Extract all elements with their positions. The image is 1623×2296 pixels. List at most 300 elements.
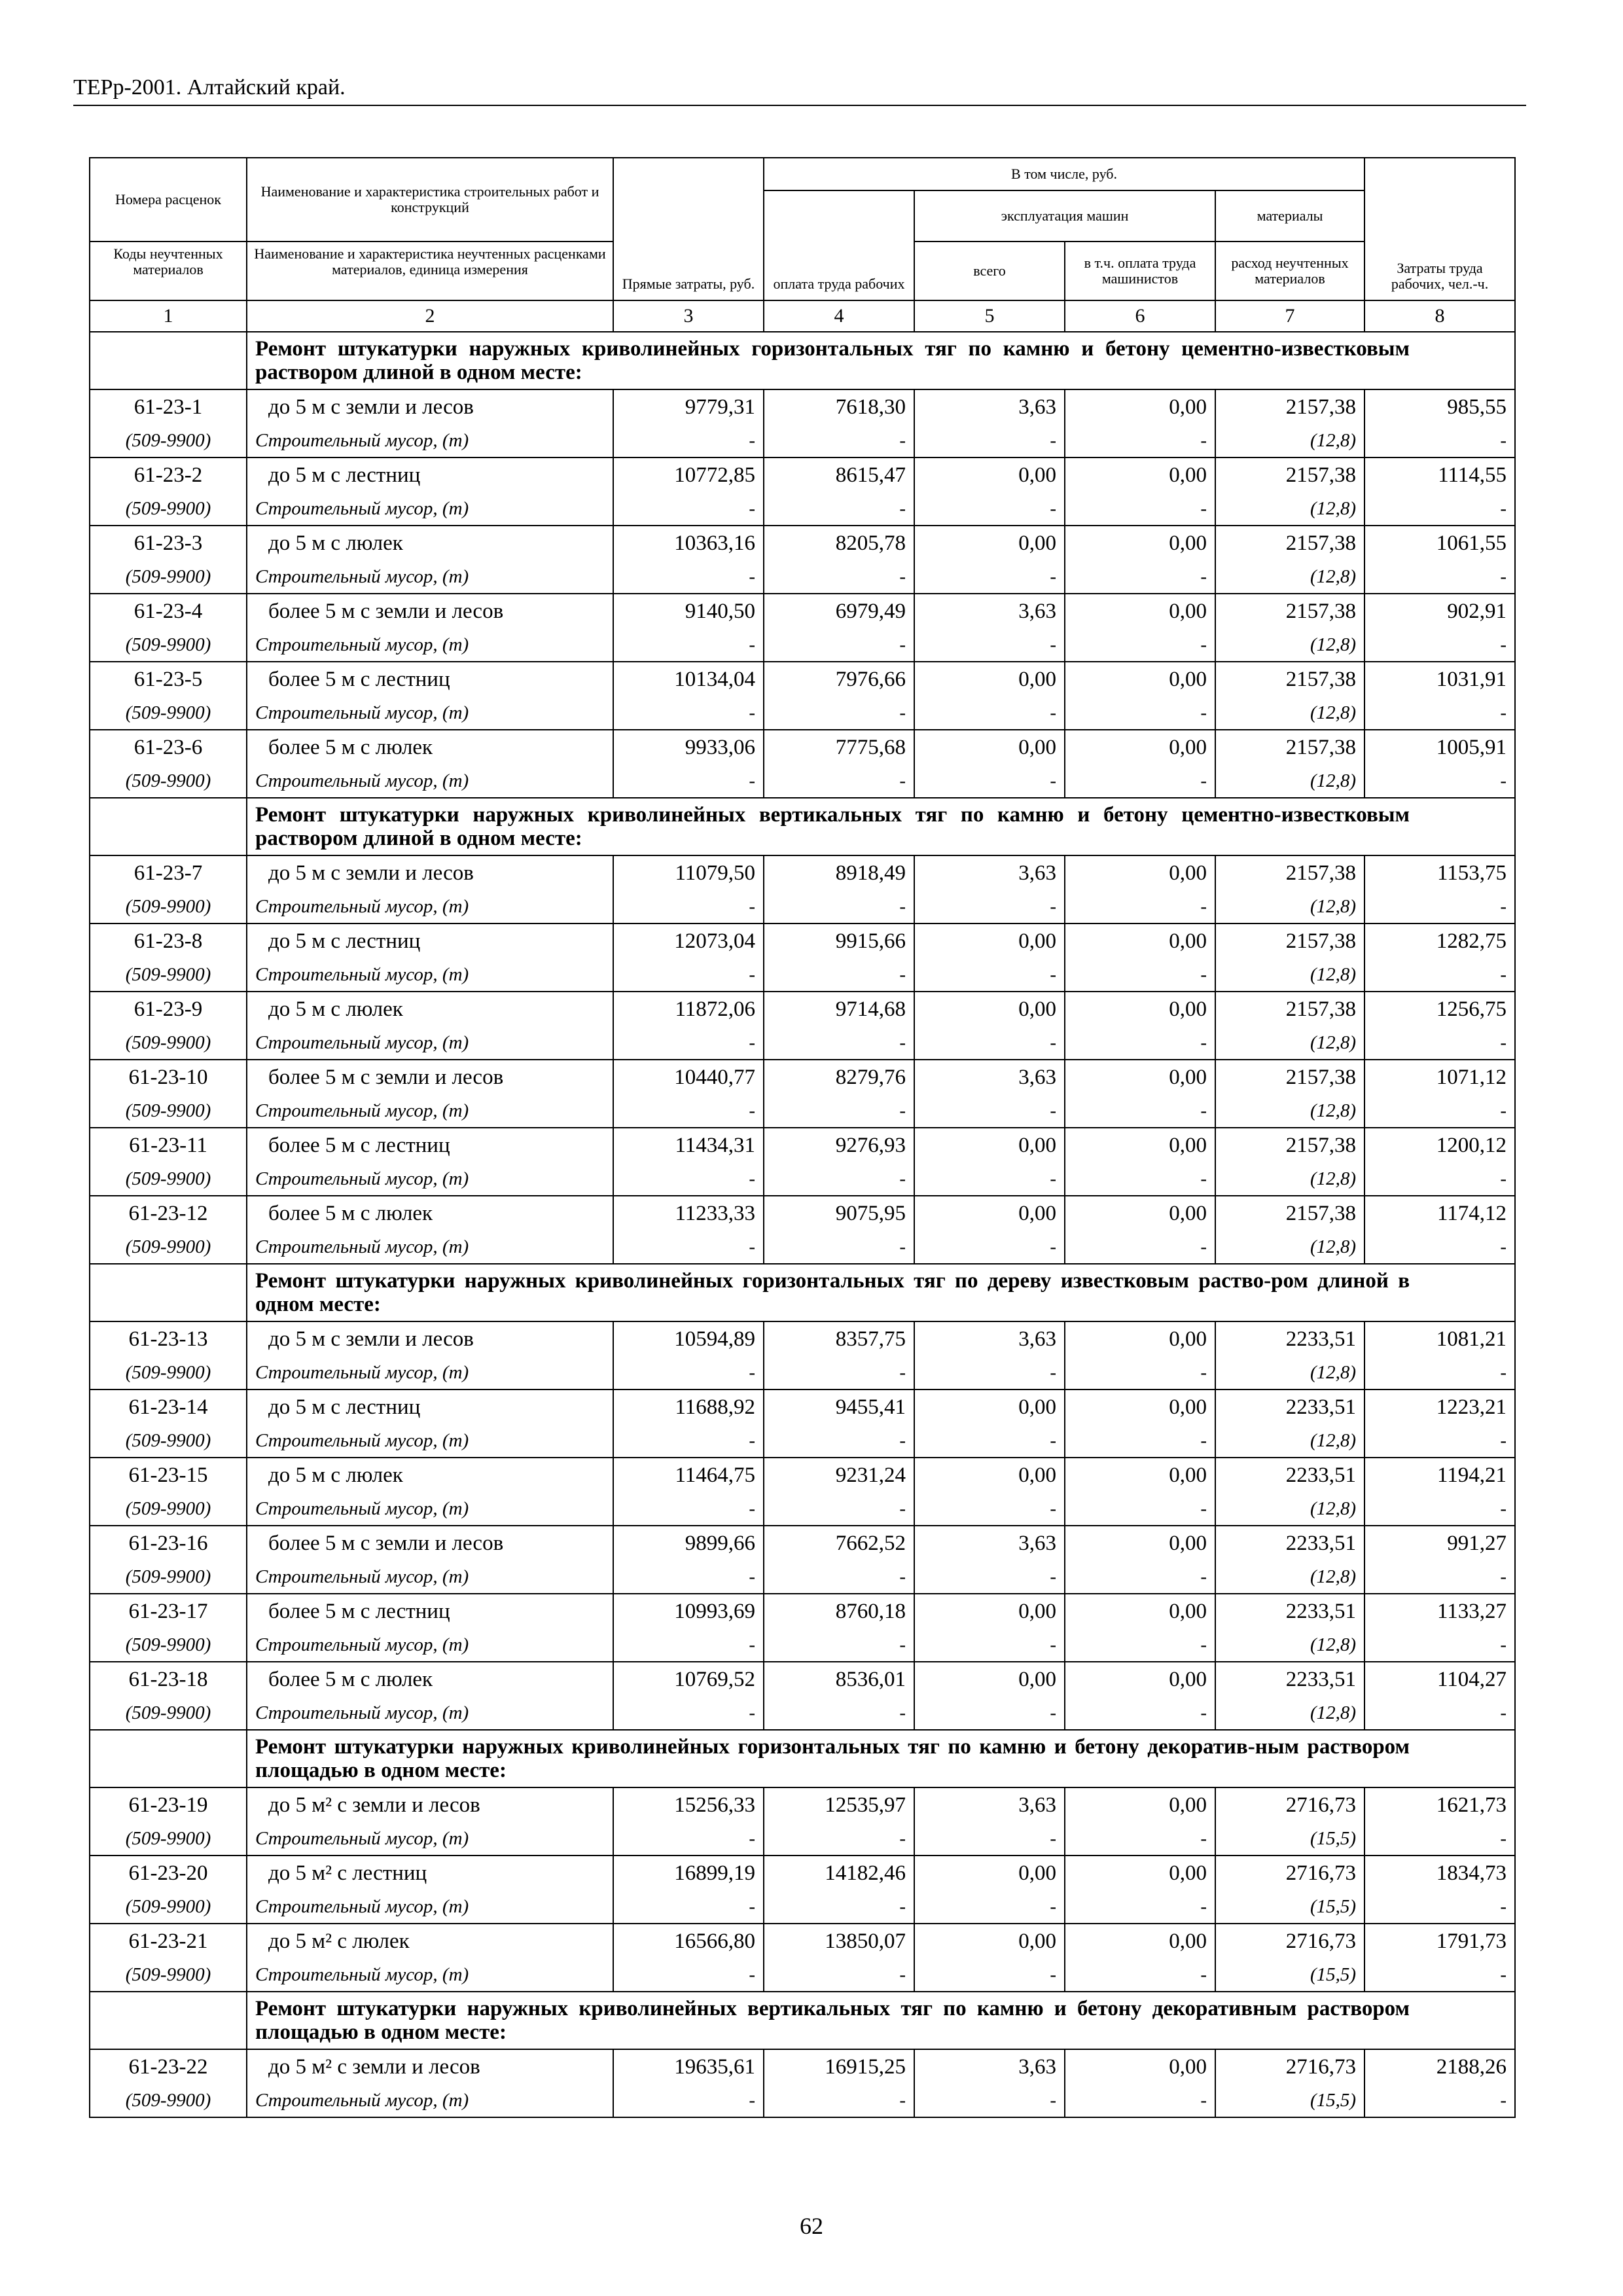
dash-cell: - bbox=[613, 764, 764, 798]
rate-row bbox=[90, 1787, 1515, 1822]
materials-cost: 2157,38 bbox=[1215, 855, 1364, 890]
rate-name: более 5 м с люлек bbox=[247, 730, 613, 764]
labor-costs: 991,27 bbox=[1364, 1526, 1515, 1560]
material-name: Строительный мусор, (т) bbox=[247, 1628, 613, 1662]
labor-costs: 1200,12 bbox=[1364, 1128, 1515, 1162]
worker-pay: 9231,24 bbox=[764, 1458, 914, 1492]
material-subrow bbox=[90, 1560, 1515, 1594]
dash-cell: - bbox=[613, 696, 764, 730]
header-codes-unaccounted: Коды неучтенных материалов bbox=[90, 242, 247, 300]
material-code: (509-9900) bbox=[90, 424, 247, 457]
rate-row bbox=[90, 526, 1515, 560]
dash-cell: - bbox=[1065, 1958, 1215, 1992]
dash-cell: - bbox=[764, 560, 914, 594]
labor-costs: 1282,75 bbox=[1364, 924, 1515, 958]
machines-total: 0,00 bbox=[914, 992, 1065, 1026]
direct-costs: 9899,66 bbox=[613, 1526, 764, 1560]
rate-name: до 5 м² с лестниц bbox=[247, 1856, 613, 1890]
dash-cell: - bbox=[764, 1026, 914, 1060]
machines-total: 0,00 bbox=[914, 662, 1065, 696]
machines-total: 3,63 bbox=[914, 389, 1065, 424]
rate-name: до 5 м² с земли и лесов bbox=[247, 1787, 613, 1822]
dash-cell: - bbox=[613, 1026, 764, 1060]
labor-costs: 1153,75 bbox=[1364, 855, 1515, 890]
rate-code: 61-23-19 bbox=[90, 1787, 247, 1822]
material-name: Строительный мусор, (т) bbox=[247, 890, 613, 924]
direct-costs: 10134,04 bbox=[613, 662, 764, 696]
dash-cell: - bbox=[613, 890, 764, 924]
machines-total: 3,63 bbox=[914, 594, 1065, 628]
material-code: (509-9900) bbox=[90, 1628, 247, 1662]
dash-cell: - bbox=[764, 2084, 914, 2117]
machines-total: 0,00 bbox=[914, 1924, 1065, 1958]
material-code: (509-9900) bbox=[90, 1958, 247, 1992]
materials-cost: 2157,38 bbox=[1215, 1196, 1364, 1230]
material-name: Строительный мусор, (т) bbox=[247, 492, 613, 526]
rate-name: до 5 м с земли и лесов bbox=[247, 855, 613, 890]
rate-name: до 5 м с земли и лесов bbox=[247, 1321, 613, 1356]
dash-cell: - bbox=[764, 1628, 914, 1662]
dash-cell: - bbox=[1065, 958, 1215, 992]
direct-costs: 9933,06 bbox=[613, 730, 764, 764]
dash-cell: - bbox=[613, 1492, 764, 1526]
dash-cell: - bbox=[1364, 1958, 1515, 1992]
rate-code: 61-23-13 bbox=[90, 1321, 247, 1356]
direct-costs: 10363,16 bbox=[613, 526, 764, 560]
dash-cell: - bbox=[914, 1628, 1065, 1662]
rate-row bbox=[90, 1060, 1515, 1094]
rate-code: 61-23-16 bbox=[90, 1526, 247, 1560]
material-code: (509-9900) bbox=[90, 1094, 247, 1128]
materials-cost: 2233,51 bbox=[1215, 1526, 1364, 1560]
rate-code: 61-23-15 bbox=[90, 1458, 247, 1492]
dash-cell: - bbox=[1065, 492, 1215, 526]
page-number: 62 bbox=[800, 2213, 823, 2239]
material-name: Строительный мусор, (т) bbox=[247, 1356, 613, 1390]
rate-name: до 5 м² с люлек bbox=[247, 1924, 613, 1958]
machines-total: 0,00 bbox=[914, 1594, 1065, 1628]
dash-cell: - bbox=[1364, 560, 1515, 594]
rate-row bbox=[90, 1390, 1515, 1424]
dash-cell: - bbox=[613, 1958, 764, 1992]
dash-cell: - bbox=[1065, 1162, 1215, 1196]
material-consumption: (12,8) bbox=[1215, 1492, 1364, 1526]
dash-cell: - bbox=[1364, 1492, 1515, 1526]
material-consumption: (12,8) bbox=[1215, 1628, 1364, 1662]
labor-costs: 985,55 bbox=[1364, 389, 1515, 424]
material-code: (509-9900) bbox=[90, 1356, 247, 1390]
dash-cell: - bbox=[914, 628, 1065, 662]
dash-cell: - bbox=[1364, 696, 1515, 730]
material-code: (509-9900) bbox=[90, 890, 247, 924]
dash-cell: - bbox=[613, 1560, 764, 1594]
worker-pay: 9714,68 bbox=[764, 992, 914, 1026]
labor-costs: 1005,91 bbox=[1364, 730, 1515, 764]
material-consumption: (12,8) bbox=[1215, 628, 1364, 662]
labor-costs: 1104,27 bbox=[1364, 1662, 1515, 1696]
material-code: (509-9900) bbox=[90, 1230, 247, 1264]
operator-pay: 0,00 bbox=[1065, 730, 1215, 764]
materials-cost: 2157,38 bbox=[1215, 730, 1364, 764]
material-consumption: (15,5) bbox=[1215, 1958, 1364, 1992]
dash-cell: - bbox=[1364, 764, 1515, 798]
dash-cell: - bbox=[613, 1094, 764, 1128]
labor-costs: 1133,27 bbox=[1364, 1594, 1515, 1628]
machines-total: 0,00 bbox=[914, 1458, 1065, 1492]
header-materials: материалы bbox=[1215, 190, 1364, 242]
dash-cell: - bbox=[613, 2084, 764, 2117]
operator-pay: 0,00 bbox=[1065, 1526, 1215, 1560]
operator-pay: 0,00 bbox=[1065, 662, 1215, 696]
operator-pay: 0,00 bbox=[1065, 992, 1215, 1026]
dash-cell: - bbox=[613, 492, 764, 526]
dash-cell: - bbox=[914, 1958, 1065, 1992]
rate-name: до 5 м с земли и лесов bbox=[247, 389, 613, 424]
materials-cost: 2157,38 bbox=[1215, 1128, 1364, 1162]
operator-pay: 0,00 bbox=[1065, 1594, 1215, 1628]
material-name: Строительный мусор, (т) bbox=[247, 424, 613, 457]
worker-pay: 9276,93 bbox=[764, 1128, 914, 1162]
material-name: Строительный мусор, (т) bbox=[247, 764, 613, 798]
rate-code: 61-23-4 bbox=[90, 594, 247, 628]
rate-row bbox=[90, 1526, 1515, 1560]
labor-costs: 1114,55 bbox=[1364, 457, 1515, 492]
material-consumption: (15,5) bbox=[1215, 1822, 1364, 1856]
materials-cost: 2157,38 bbox=[1215, 594, 1364, 628]
direct-costs: 10772,85 bbox=[613, 457, 764, 492]
column-number: 3 bbox=[613, 300, 764, 332]
dash-cell: - bbox=[1364, 1230, 1515, 1264]
direct-costs: 9779,31 bbox=[613, 389, 764, 424]
dash-cell: - bbox=[764, 890, 914, 924]
dash-cell: - bbox=[1065, 628, 1215, 662]
material-code: (509-9900) bbox=[90, 1492, 247, 1526]
operator-pay: 0,00 bbox=[1065, 1856, 1215, 1890]
direct-costs: 11688,92 bbox=[613, 1390, 764, 1424]
dash-cell: - bbox=[613, 424, 764, 457]
material-name: Строительный мусор, (т) bbox=[247, 1094, 613, 1128]
material-name: Строительный мусор, (т) bbox=[247, 628, 613, 662]
rate-code: 61-23-10 bbox=[90, 1060, 247, 1094]
material-subrow bbox=[90, 424, 1515, 457]
labor-costs: 902,91 bbox=[1364, 594, 1515, 628]
material-subrow bbox=[90, 958, 1515, 992]
direct-costs: 16566,80 bbox=[613, 1924, 764, 1958]
rate-name: более 5 м с люлек bbox=[247, 1662, 613, 1696]
dash-cell: - bbox=[764, 1822, 914, 1856]
materials-cost: 2157,38 bbox=[1215, 526, 1364, 560]
dash-cell: - bbox=[1065, 424, 1215, 457]
materials-cost: 2233,51 bbox=[1215, 1594, 1364, 1628]
dash-cell: - bbox=[613, 1162, 764, 1196]
dash-cell: - bbox=[1065, 764, 1215, 798]
material-name: Строительный мусор, (т) bbox=[247, 1890, 613, 1924]
material-consumption: (12,8) bbox=[1215, 1356, 1364, 1390]
direct-costs: 10993,69 bbox=[613, 1594, 764, 1628]
material-subrow bbox=[90, 560, 1515, 594]
dash-cell: - bbox=[914, 696, 1065, 730]
dash-cell: - bbox=[764, 492, 914, 526]
operator-pay: 0,00 bbox=[1065, 924, 1215, 958]
rate-code: 61-23-6 bbox=[90, 730, 247, 764]
material-code: (509-9900) bbox=[90, 1162, 247, 1196]
dash-cell: - bbox=[1364, 492, 1515, 526]
material-subrow bbox=[90, 2084, 1515, 2117]
material-subrow bbox=[90, 1356, 1515, 1390]
material-consumption: (12,8) bbox=[1215, 1026, 1364, 1060]
dash-cell: - bbox=[1364, 1696, 1515, 1730]
rate-code: 61-23-7 bbox=[90, 855, 247, 890]
direct-costs: 9140,50 bbox=[613, 594, 764, 628]
material-consumption: (15,5) bbox=[1215, 1890, 1364, 1924]
materials-cost: 2157,38 bbox=[1215, 1060, 1364, 1094]
material-consumption: (12,8) bbox=[1215, 764, 1364, 798]
direct-costs: 11233,33 bbox=[613, 1196, 764, 1230]
operator-pay: 0,00 bbox=[1065, 2049, 1215, 2084]
operator-pay: 0,00 bbox=[1065, 389, 1215, 424]
dash-cell: - bbox=[764, 1094, 914, 1128]
rate-name: более 5 м с земли и лесов bbox=[247, 1526, 613, 1560]
operator-pay: 0,00 bbox=[1065, 1458, 1215, 1492]
labor-costs: 1223,21 bbox=[1364, 1390, 1515, 1424]
dash-cell: - bbox=[1364, 1560, 1515, 1594]
machines-total: 0,00 bbox=[914, 1128, 1065, 1162]
column-number: 7 bbox=[1215, 300, 1364, 332]
worker-pay: 8918,49 bbox=[764, 855, 914, 890]
dash-cell: - bbox=[764, 1492, 914, 1526]
dash-cell: - bbox=[1065, 1026, 1215, 1060]
rate-row bbox=[90, 855, 1515, 890]
machines-total: 0,00 bbox=[914, 526, 1065, 560]
section-title: Ремонт штукатурки наружных криволинейных вертикальных тяг по камню и бетону цементно-известковым раствором длиной в одном месте: bbox=[247, 798, 1515, 855]
worker-pay: 8357,75 bbox=[764, 1321, 914, 1356]
material-code: (509-9900) bbox=[90, 696, 247, 730]
material-name: Строительный мусор, (т) bbox=[247, 2084, 613, 2117]
dash-cell: - bbox=[1364, 1890, 1515, 1924]
rate-name: до 5 м с люлек bbox=[247, 992, 613, 1026]
section-title: Ремонт штукатурки наружных криволинейных горизонтальных тяг по камню и бетону цементно-известковым раствором длиной в одном месте: bbox=[247, 332, 1515, 389]
rate-row bbox=[90, 1128, 1515, 1162]
rate-name: до 5 м с люлек bbox=[247, 526, 613, 560]
worker-pay: 9455,41 bbox=[764, 1390, 914, 1424]
material-name: Строительный мусор, (т) bbox=[247, 1958, 613, 1992]
machines-total: 0,00 bbox=[914, 457, 1065, 492]
direct-costs: 10440,77 bbox=[613, 1060, 764, 1094]
dash-cell: - bbox=[1065, 1094, 1215, 1128]
operator-pay: 0,00 bbox=[1065, 594, 1215, 628]
rate-row bbox=[90, 389, 1515, 424]
materials-cost: 2157,38 bbox=[1215, 992, 1364, 1026]
material-consumption: (12,8) bbox=[1215, 696, 1364, 730]
dash-cell: - bbox=[764, 1560, 914, 1594]
rate-code: 61-23-17 bbox=[90, 1594, 247, 1628]
material-subrow bbox=[90, 1958, 1515, 1992]
material-subrow bbox=[90, 628, 1515, 662]
material-subrow bbox=[90, 696, 1515, 730]
rate-row bbox=[90, 2049, 1515, 2084]
material-subrow bbox=[90, 492, 1515, 526]
rate-name: до 5 м с лестниц bbox=[247, 924, 613, 958]
worker-pay: 13850,07 bbox=[764, 1924, 914, 1958]
material-code: (509-9900) bbox=[90, 958, 247, 992]
materials-cost: 2157,38 bbox=[1215, 662, 1364, 696]
material-consumption: (12,8) bbox=[1215, 1696, 1364, 1730]
direct-costs: 10594,89 bbox=[613, 1321, 764, 1356]
worker-pay: 9075,95 bbox=[764, 1196, 914, 1230]
rate-name: до 5 м с лестниц bbox=[247, 457, 613, 492]
labor-costs: 1834,73 bbox=[1364, 1856, 1515, 1890]
labor-costs: 1031,91 bbox=[1364, 662, 1515, 696]
dash-cell: - bbox=[914, 424, 1065, 457]
dash-cell: - bbox=[1065, 1890, 1215, 1924]
material-name: Строительный мусор, (т) bbox=[247, 1696, 613, 1730]
header-work-name: Наименование и характеристика строительных работ и конструкций bbox=[247, 158, 613, 242]
rate-row bbox=[90, 1856, 1515, 1890]
column-number: 4 bbox=[764, 300, 914, 332]
worker-pay: 8279,76 bbox=[764, 1060, 914, 1094]
material-code: (509-9900) bbox=[90, 628, 247, 662]
labor-costs: 1081,21 bbox=[1364, 1321, 1515, 1356]
rate-code: 61-23-1 bbox=[90, 389, 247, 424]
dash-cell: - bbox=[764, 424, 914, 457]
column-number: 6 bbox=[1065, 300, 1215, 332]
worker-pay: 14182,46 bbox=[764, 1856, 914, 1890]
material-consumption: (12,8) bbox=[1215, 1094, 1364, 1128]
section-spacer bbox=[90, 798, 247, 855]
dash-cell: - bbox=[914, 560, 1065, 594]
dash-cell: - bbox=[764, 1696, 914, 1730]
section-title-row bbox=[90, 1264, 1515, 1321]
header-unaccounted-consumption: расход неучтенных материалов bbox=[1215, 242, 1364, 300]
labor-costs: 1174,12 bbox=[1364, 1196, 1515, 1230]
material-subrow bbox=[90, 1026, 1515, 1060]
dash-cell: - bbox=[914, 2084, 1065, 2117]
rate-row bbox=[90, 1662, 1515, 1696]
material-name: Строительный мусор, (т) bbox=[247, 1026, 613, 1060]
dash-cell: - bbox=[613, 628, 764, 662]
document-header: ТЕРр-2001. Алтайский край. bbox=[73, 73, 1526, 106]
material-code: (509-9900) bbox=[90, 1696, 247, 1730]
material-code: (509-9900) bbox=[90, 1424, 247, 1458]
header-machine-operation: эксплуатация машин bbox=[914, 190, 1215, 242]
material-subrow bbox=[90, 1890, 1515, 1924]
rate-row bbox=[90, 662, 1515, 696]
rate-code: 61-23-9 bbox=[90, 992, 247, 1026]
dash-cell: - bbox=[1065, 2084, 1215, 2117]
direct-costs: 11872,06 bbox=[613, 992, 764, 1026]
operator-pay: 0,00 bbox=[1065, 457, 1215, 492]
dash-cell: - bbox=[914, 1162, 1065, 1196]
materials-cost: 2157,38 bbox=[1215, 924, 1364, 958]
rate-name: до 5 м с лестниц bbox=[247, 1390, 613, 1424]
section-title-row bbox=[90, 332, 1515, 389]
machines-total: 0,00 bbox=[914, 1390, 1065, 1424]
dash-cell: - bbox=[764, 1162, 914, 1196]
rate-code: 61-23-2 bbox=[90, 457, 247, 492]
column-number: 2 bbox=[247, 300, 613, 332]
materials-cost: 2716,73 bbox=[1215, 1924, 1364, 1958]
dash-cell: - bbox=[1364, 424, 1515, 457]
material-code: (509-9900) bbox=[90, 1890, 247, 1924]
rate-row bbox=[90, 1594, 1515, 1628]
rate-name: более 5 м с люлек bbox=[247, 1196, 613, 1230]
dash-cell: - bbox=[1364, 1094, 1515, 1128]
material-name: Строительный мусор, (т) bbox=[247, 1560, 613, 1594]
rate-code: 61-23-5 bbox=[90, 662, 247, 696]
rate-row bbox=[90, 992, 1515, 1026]
dash-cell: - bbox=[1364, 1628, 1515, 1662]
machines-total: 0,00 bbox=[914, 730, 1065, 764]
materials-cost: 2716,73 bbox=[1215, 2049, 1364, 2084]
material-code: (509-9900) bbox=[90, 492, 247, 526]
machines-total: 0,00 bbox=[914, 924, 1065, 958]
dash-cell: - bbox=[613, 1696, 764, 1730]
header-machines-total: всего bbox=[914, 242, 1065, 300]
material-consumption: (12,8) bbox=[1215, 492, 1364, 526]
column-number-row bbox=[90, 300, 1515, 332]
operator-pay: 0,00 bbox=[1065, 1128, 1215, 1162]
worker-pay: 7662,52 bbox=[764, 1526, 914, 1560]
dash-cell: - bbox=[914, 1492, 1065, 1526]
worker-pay: 16915,25 bbox=[764, 2049, 914, 2084]
dash-cell: - bbox=[613, 1424, 764, 1458]
section-title: Ремонт штукатурки наружных криволинейных горизонтальных тяг по дереву известковым раство-ром длиной в одном месте: bbox=[247, 1264, 1515, 1321]
dash-cell: - bbox=[613, 1890, 764, 1924]
header-worker-pay: оплата труда рабочих bbox=[764, 190, 914, 300]
material-code: (509-9900) bbox=[90, 1822, 247, 1856]
dash-cell: - bbox=[914, 1560, 1065, 1594]
dash-cell: - bbox=[764, 958, 914, 992]
materials-cost: 2716,73 bbox=[1215, 1856, 1364, 1890]
material-name: Строительный мусор, (т) bbox=[247, 1424, 613, 1458]
worker-pay: 7976,66 bbox=[764, 662, 914, 696]
operator-pay: 0,00 bbox=[1065, 855, 1215, 890]
worker-pay: 7618,30 bbox=[764, 389, 914, 424]
machines-total: 3,63 bbox=[914, 855, 1065, 890]
material-consumption: (12,8) bbox=[1215, 890, 1364, 924]
material-code: (509-9900) bbox=[90, 1560, 247, 1594]
dash-cell: - bbox=[1364, 1356, 1515, 1390]
operator-pay: 0,00 bbox=[1065, 1321, 1215, 1356]
rates-table bbox=[89, 157, 1516, 2118]
labor-costs: 2188,26 bbox=[1364, 2049, 1515, 2084]
rate-name: более 5 м с земли и лесов bbox=[247, 1060, 613, 1094]
rate-row bbox=[90, 594, 1515, 628]
material-name: Строительный мусор, (т) bbox=[247, 958, 613, 992]
dash-cell: - bbox=[613, 560, 764, 594]
header-in-that-number: В том числе, руб. bbox=[764, 158, 1364, 190]
rate-row bbox=[90, 924, 1515, 958]
material-consumption: (12,8) bbox=[1215, 1560, 1364, 1594]
material-subrow bbox=[90, 1162, 1515, 1196]
header-direct-costs: Прямые затраты, руб. bbox=[613, 158, 764, 300]
rate-code: 61-23-12 bbox=[90, 1196, 247, 1230]
worker-pay: 8205,78 bbox=[764, 526, 914, 560]
material-name: Строительный мусор, (т) bbox=[247, 1822, 613, 1856]
material-subrow bbox=[90, 1822, 1515, 1856]
dash-cell: - bbox=[613, 1822, 764, 1856]
dash-cell: - bbox=[764, 764, 914, 798]
rate-row bbox=[90, 730, 1515, 764]
section-title-row bbox=[90, 798, 1515, 855]
dash-cell: - bbox=[764, 1958, 914, 1992]
section-spacer bbox=[90, 332, 247, 389]
material-subrow bbox=[90, 1492, 1515, 1526]
material-subrow bbox=[90, 890, 1515, 924]
dash-cell: - bbox=[613, 958, 764, 992]
dash-cell: - bbox=[1364, 1822, 1515, 1856]
rate-row bbox=[90, 1321, 1515, 1356]
